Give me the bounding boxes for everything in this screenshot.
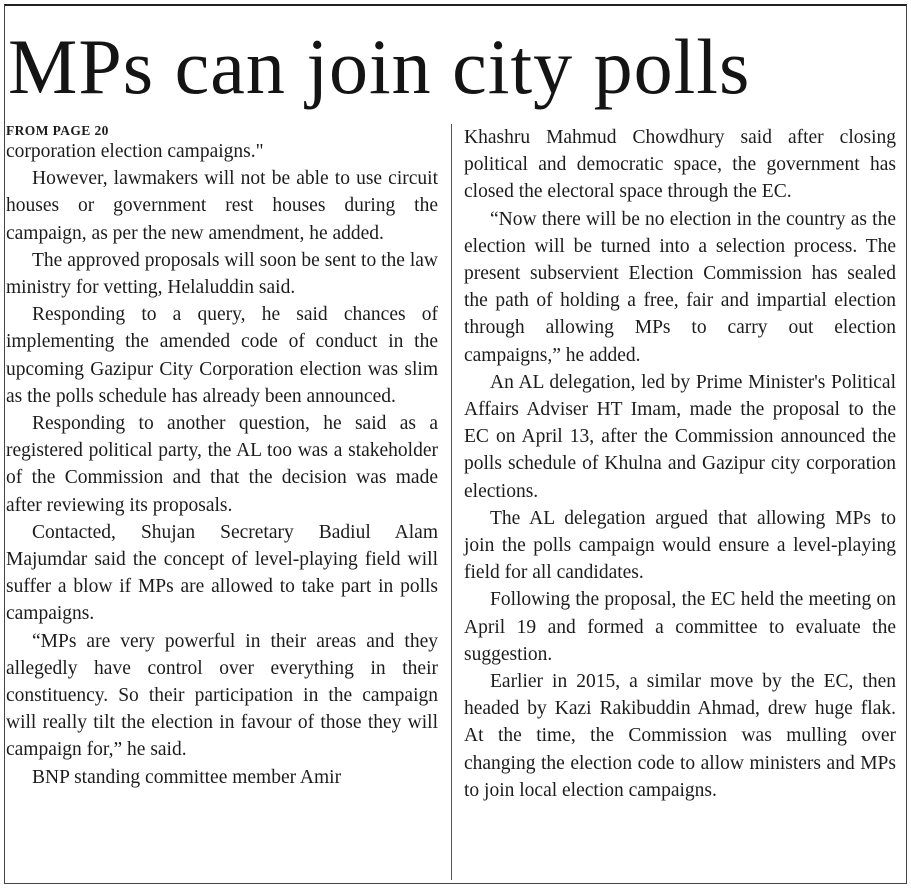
paragraph: Contacted, Shujan Secretary Badiul Alam Majumdar said the concept of level-playing field will suffer a blow if MPs are allowed to take part in polls campaigns. (6, 521, 438, 625)
paragraph: The approved proposals will soon be sent to the law ministry for vetting, Helaluddin said. (6, 249, 438, 299)
paragraph: “Now there will be no election in the country as the election will be turned into a selection process. The present subservient Election Commission has sealed the path of holding a free, fair and impartial election through allowing MPs to carry out election campaigns,” he added. (464, 208, 896, 366)
paragraph: Responding to another question, he said as a registered political party, the AL too was a stakeholder of the Commission and that the decision was made after reviewing its proposals. (6, 413, 438, 516)
paragraph: Earlier in 2015, a similar move by the EC, then headed by Kazi Rakibuddin Ahmad, drew huge flak. At the time, the Commission was mulling over changing the election code to allow ministers and MPs to join local election campaigns. (464, 671, 896, 801)
paragraph: corporation election campaigns." (6, 141, 264, 162)
paragraph: However, lawmakers will not be able to use circuit houses or government rest houses during the campaign, as per the new amendment, he added. (6, 168, 438, 244)
paragraph: The AL delegation argued that allowing MPs to join the polls campaign would ensure a level-playing field for all candidates. (464, 507, 896, 584)
paragraph: Khashru Mahmud Chowdhury said after closing political and democratic space, the government has closed the electoral space through the EC. (464, 127, 896, 203)
paragraph: “MPs are very powerful in their areas and they allegedly have control over everything in their constituency. So their participation in the campaign will really tilt the election in favour of those they will campaign for,” he said. (6, 630, 438, 761)
paragraph: Responding to a query, he said chances of implementing the amended code of conduct in the upcoming Gazipur City Corporation election was slim as the polls schedule has already been announced. (6, 304, 438, 407)
paragraph: Following the proposal, the EC held the meeting on April 19 and formed a committee to evaluate the suggestion. (464, 589, 896, 665)
paragraph: An AL delegation, led by Prime Minister's Political Affairs Adviser HT Imam, made the proposal to the EC on April 13, after the Commission announced the polls schedule of Khulna and Gazipur city corporation elections. (464, 371, 896, 502)
jump-label: FROM PAGE 20 (6, 123, 109, 138)
headline: MPs can join city polls (8, 23, 751, 110)
right-column (464, 124, 896, 804)
column-divider (451, 124, 452, 880)
left-column (6, 122, 438, 791)
paragraph: BNP standing committee member Amir (32, 766, 342, 788)
